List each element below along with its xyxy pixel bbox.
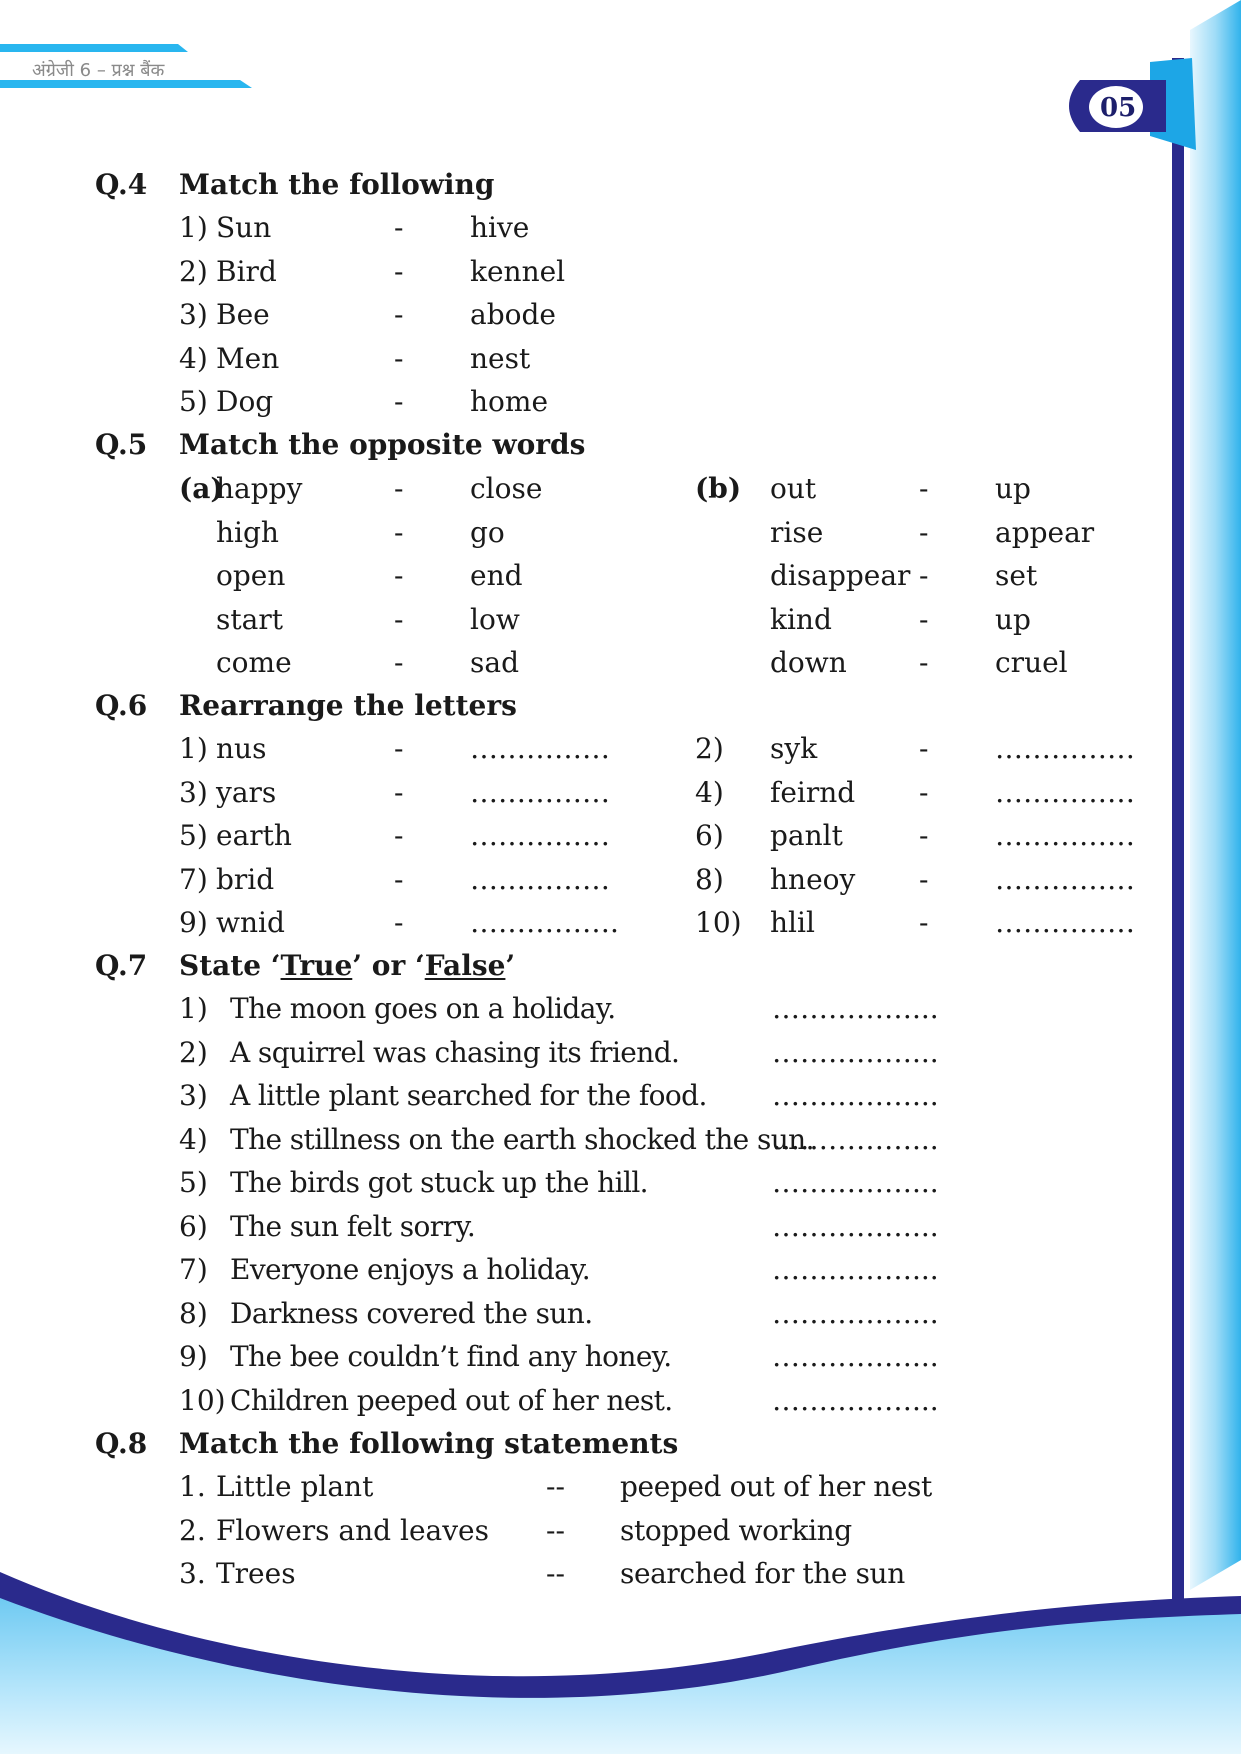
q6-item-dash: - (919, 906, 929, 939)
q7-item-number: 3) (179, 1079, 208, 1112)
q5-a-dash: - (394, 515, 404, 549)
q6-answer-blank: …………… (995, 862, 1135, 896)
q8-item-left: Trees (216, 1557, 296, 1590)
q7-title (179, 949, 516, 982)
q5-a-left: start (216, 602, 283, 636)
q5-b-left: disappear (770, 559, 911, 592)
q7-answer-blank: ……………... (772, 1035, 939, 1069)
q4-item-number: 2) (179, 254, 208, 288)
q7-statement: The birds got stuck up the hill. (230, 1166, 648, 1199)
q7-title-false: False (424, 949, 506, 982)
q6-item-dash: - (394, 732, 404, 765)
q5-b-dash: - (919, 515, 929, 549)
q8-item-dash: -- (546, 1557, 565, 1590)
q4-item-number: 1) (179, 211, 208, 244)
q6-item-dash: - (394, 819, 404, 852)
q5-a-dash: - (394, 472, 404, 505)
q6-item-dash: - (919, 862, 929, 896)
q6-item-number: 2) (695, 732, 724, 765)
q6-jumbled-word: earth (216, 819, 292, 852)
q6-answer-blank: ……………. (470, 906, 619, 939)
q7-title-prefix: State ‘ (179, 949, 281, 982)
q6-item-dash: - (919, 775, 929, 809)
q7-statement: The moon goes on a holiday. (230, 992, 616, 1025)
q5-a-left: come (216, 646, 292, 679)
q6-item-number: 10) (695, 906, 742, 939)
q7-title-suffix: ’ (505, 949, 516, 982)
q7-answer-blank: ……………... (772, 1079, 939, 1112)
q7-answer-blank: ……………... (772, 1166, 939, 1199)
q7-item-number: 7) (179, 1253, 208, 1286)
q7-statement: A little plant searched for the food. (230, 1079, 707, 1112)
q6-answer-blank: …………… (470, 775, 610, 809)
right-vertical-bar (1172, 58, 1184, 1618)
q6-item-number: 8) (695, 862, 724, 896)
right-side-panel (1190, 0, 1241, 1590)
q4-item-right: nest (470, 341, 531, 375)
q4-item-number: 4) (179, 341, 208, 375)
q7-statement: The bee couldn’t find any honey. (230, 1340, 672, 1373)
q8-item-right: peeped out of her nest (620, 1470, 932, 1503)
q5-title: Match the opposite words (179, 428, 586, 461)
q6-jumbled-word: nus (216, 732, 267, 765)
q5-a-left: happy (216, 472, 303, 505)
q6-item-dash: - (919, 819, 929, 852)
q4-item-left: Dog (216, 385, 274, 418)
q6-jumbled-word: brid (216, 862, 275, 896)
q6-item-number: 6) (695, 819, 724, 852)
q6-jumbled-word: hneoy (770, 862, 856, 896)
q6-item-number: 4) (695, 775, 724, 809)
q8-item-right: stopped working (620, 1513, 852, 1547)
q6-answer-blank: …………… (995, 775, 1135, 809)
q5-a-right: end (470, 559, 523, 592)
q5-b-right: up (995, 602, 1031, 636)
q5-a-label: (a) (179, 472, 224, 505)
q6-jumbled-word: syk (770, 732, 818, 765)
q8-item-number: 3. (179, 1557, 206, 1590)
q5-b-right: up (995, 472, 1031, 505)
q4-item-number: 3) (179, 298, 208, 331)
q4-item-right: home (470, 385, 549, 418)
q4-item-number: 5) (179, 385, 208, 418)
q6-jumbled-word: wnid (216, 906, 285, 939)
q7-answer-blank: ……………... (772, 1209, 939, 1243)
q6-item-number: 7) (179, 862, 208, 896)
q7-item-number: 4) (179, 1122, 208, 1156)
q7-statement: Darkness covered the sun. (230, 1296, 593, 1330)
header-stripe (0, 44, 188, 52)
q5-a-left: open (216, 559, 286, 592)
q5-a-right: low (470, 602, 520, 636)
q5-b-right: set (995, 559, 1038, 592)
q5-b-left: down (770, 646, 847, 679)
q6-item-number: 9) (179, 906, 208, 939)
q6-item-dash: - (919, 732, 929, 765)
q5-a-right: sad (470, 646, 519, 679)
q5-a-right: close (470, 472, 543, 505)
q6-answer-blank: …………… (470, 862, 610, 896)
q6-jumbled-word: panlt (770, 819, 843, 852)
q6-item-number: 3) (179, 775, 208, 809)
q6-answer-blank: …………… (470, 732, 610, 765)
q6-item-number: 1) (179, 732, 208, 765)
q8-title: Match the following statements (179, 1427, 679, 1460)
q4-number: Q.4 (95, 168, 148, 201)
q7-item-number: 8) (179, 1296, 208, 1330)
q5-b-left: rise (770, 515, 824, 549)
q8-item-right: searched for the sun (620, 1557, 905, 1590)
q5-b-dash: - (919, 646, 929, 679)
q4-item-left: Men (216, 341, 280, 375)
q7-statement: The sun felt sorry. (230, 1209, 476, 1243)
q6-jumbled-word: yars (216, 775, 277, 809)
q7-answer-blank: ……………... (772, 992, 939, 1025)
q7-item-number: 2) (179, 1035, 208, 1069)
q4-item-dash: - (394, 211, 404, 244)
q4-item-left: Bird (216, 254, 277, 288)
q6-item-dash: - (394, 775, 404, 809)
q5-a-dash: - (394, 646, 404, 679)
q4-item-left: Sun (216, 211, 272, 244)
q8-item-left: Little plant (216, 1470, 374, 1503)
q8-item-dash: -- (546, 1513, 565, 1547)
header-title: अंग्रेजी 6 – प्रश्न बैंक (32, 60, 165, 81)
q5-b-right: appear (995, 515, 1095, 549)
q5-a-right: go (470, 515, 505, 549)
q5-b-left: kind (770, 602, 832, 636)
q8-number: Q.8 (95, 1427, 148, 1460)
q6-answer-blank: …………… (995, 819, 1135, 852)
q7-answer-blank: ……………... (772, 1340, 939, 1373)
q7-number: Q.7 (95, 949, 148, 982)
q4-item-right: kennel (470, 254, 566, 288)
q6-item-dash: - (394, 862, 404, 896)
q5-b-left: out (770, 472, 817, 505)
page-number: 05 (1100, 93, 1137, 123)
q7-item-number: 9) (179, 1340, 208, 1373)
q4-title: Match the following (179, 168, 495, 201)
q7-statement: Everyone enjoys a holiday. (230, 1253, 591, 1286)
q6-answer-blank: …………… (995, 732, 1135, 765)
q5-b-dash: - (919, 472, 929, 505)
q6-item-number: 5) (179, 819, 208, 852)
q8-item-dash: -- (546, 1470, 565, 1503)
q8-item-number: 2. (179, 1513, 206, 1547)
q7-statement: Children peeped out of her nest. (230, 1383, 673, 1417)
q7-answer-blank: ……………... (772, 1122, 939, 1156)
q8-item-left: Flowers and leaves (216, 1513, 489, 1547)
q6-jumbled-word: feirnd (770, 775, 856, 809)
q4-item-left: Bee (216, 298, 270, 331)
q4-item-right: abode (470, 298, 556, 331)
q7-answer-blank: ……………... (772, 1253, 939, 1286)
q4-item-dash: - (394, 254, 404, 288)
q5-number: Q.5 (95, 428, 148, 461)
q7-item-number: 10) (179, 1383, 226, 1417)
q4-item-dash: - (394, 341, 404, 375)
q7-item-number: 5) (179, 1166, 208, 1199)
q5-b-right: cruel (995, 646, 1068, 679)
q5-a-dash: - (394, 559, 404, 592)
q5-a-dash: - (394, 602, 404, 636)
q7-item-number: 6) (179, 1209, 208, 1243)
q6-title: Rearrange the letters (179, 689, 517, 722)
q7-statement: A squirrel was chasing its friend. (230, 1035, 680, 1069)
q6-number: Q.6 (95, 689, 148, 722)
q5-b-dash: - (919, 602, 929, 636)
q7-item-number: 1) (179, 992, 208, 1025)
q8-item-number: 1. (179, 1470, 206, 1503)
q5-b-dash: - (919, 559, 929, 592)
q4-item-dash: - (394, 298, 404, 331)
q7-answer-blank: ……………... (772, 1383, 939, 1417)
q4-item-dash: - (394, 385, 404, 418)
q7-title-true: True (280, 949, 353, 982)
q7-title-mid: ’ or ‘ (352, 949, 425, 982)
q6-answer-blank: …………… (995, 906, 1135, 939)
q6-answer-blank: …………… (470, 819, 610, 852)
q6-item-dash: - (394, 906, 404, 939)
q7-answer-blank: ……………... (772, 1296, 939, 1330)
q5-b-label: (b) (695, 472, 742, 505)
q7-statement: The stillness on the earth shocked the sun. (230, 1122, 814, 1156)
q5-a-left: high (216, 515, 279, 549)
q4-item-right: hive (470, 211, 530, 244)
q6-jumbled-word: hlil (770, 906, 815, 939)
